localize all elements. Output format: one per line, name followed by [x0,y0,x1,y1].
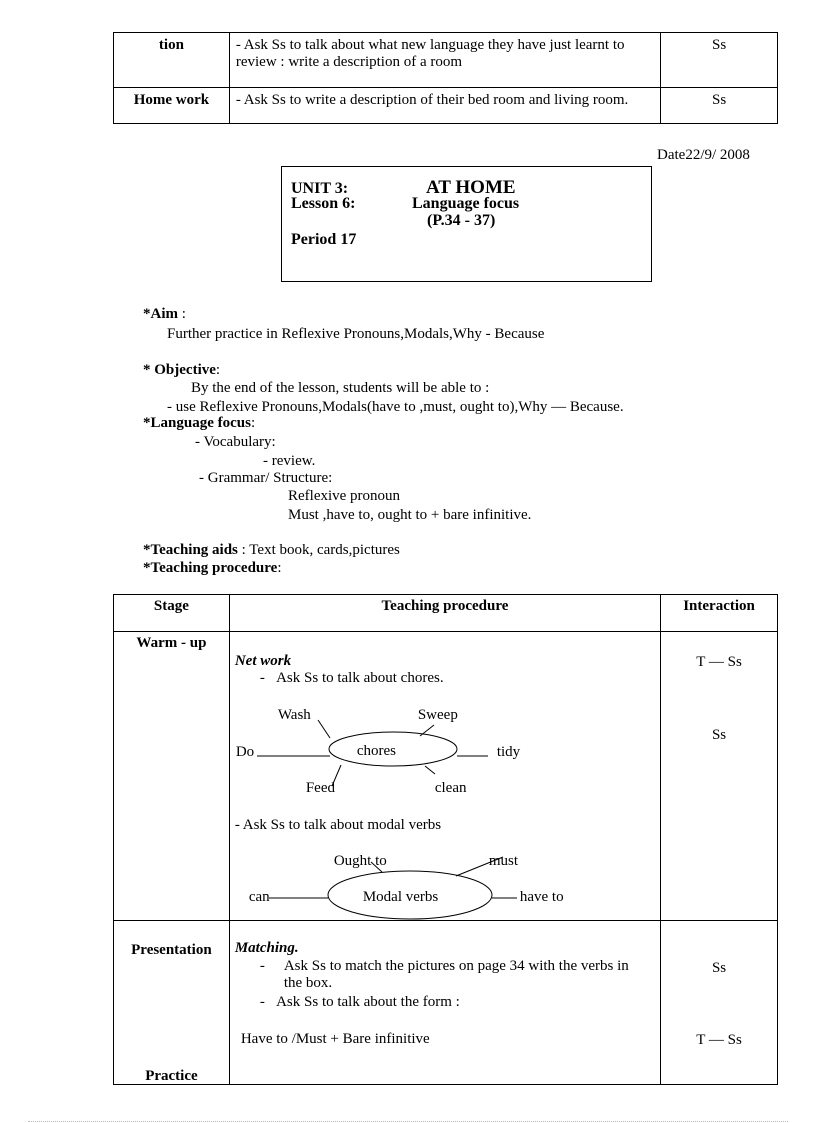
modal-verbs-diagram [230,842,660,922]
bullet-item [260,670,444,687]
diagram-word: Feed [305,780,336,796]
bullet-dash: - [259,994,277,1010]
diagram-word: clean [434,780,467,796]
procedure-text: - Ask Ss to talk about what new language they have just learnt to review : write a description of a room [235,37,625,70]
header-stage: Stage [153,598,189,614]
diagram-word: have to [519,889,564,905]
diagram-center-label: Modal verbs [362,889,439,905]
teaching-procedure-colon: : [277,560,282,576]
aim-label: *Aim [143,306,178,322]
lesson-title: Language focus [412,195,520,212]
unit-label: UNIT 3: [291,180,349,197]
connector-line [425,766,435,774]
diagram-word: tidy [496,744,521,760]
lesson-period: Period 17 [291,231,357,248]
bullet-text: Ask Ss to talk about chores. [276,670,444,686]
stage-label: Practice [145,1068,198,1083]
lesson-info-box [281,166,652,282]
diagram-center-label: chores [356,743,396,759]
table-cell [229,632,660,921]
header-procedure: Teaching procedure [381,598,509,614]
table-cell [114,632,230,921]
procedure-text: - Ask Ss to write a description of their bed room and living room. [235,92,629,108]
teaching-procedure-label: *Teaching procedure [143,560,278,576]
lesson-date: Date22/9/ 2008 [657,147,750,163]
unit-title: AT HOME [426,177,516,198]
interaction-text: Ss [711,37,727,53]
diagram-word: Do [235,744,255,760]
stage-label: Presentation [131,942,212,958]
bullet-dash: - [259,670,277,686]
activity-title: Net work [234,653,292,669]
bullet-dash: - [259,958,265,974]
interaction-text: T — Ss [696,654,742,670]
objective-heading [143,362,220,379]
language-focus-label: *Language focus [143,415,251,431]
stage-label: Home work [133,92,210,108]
vocab-item: - review. [263,453,316,469]
table-cell [114,921,230,1085]
table-cell [661,921,778,1085]
table-cell [114,88,230,124]
objective-line: By the end of the lesson, students will be able to : [191,380,490,396]
table-cell [661,632,778,921]
language-focus-colon: : [250,415,256,431]
teaching-aids-text: : Text book, cards,pictures [237,542,400,558]
table-cell [229,88,660,124]
diagram-word: must [488,853,519,869]
diagram-word: Sweep [417,707,458,723]
table-cell [229,921,660,1085]
teaching-procedure-heading [143,560,282,577]
lesson-pages: (P.34 - 37) [427,212,496,229]
language-focus-heading [143,415,255,432]
top-table [113,32,778,124]
teaching-aids [143,542,400,559]
form-formula: Have to /Must + Bare infinitive [240,1031,430,1047]
interaction-text: Ss [711,727,727,743]
stage-label: Warm - up [136,635,207,651]
procedure-table [113,594,778,1085]
bullet-text: Ask Ss to talk about the form : [276,994,460,1010]
connector-line [318,720,330,738]
interaction-text: T — Ss [696,1032,742,1048]
bullet-text: Ask Ss to match the pictures on page 34 with the verbs in the box. [283,958,629,991]
teaching-aids-label: *Teaching aids [143,542,238,558]
table-header-cell [114,595,230,632]
vocab-label: - Vocabulary: [195,434,276,450]
diagram-word: Wash [277,707,311,723]
aim-colon: : [178,306,186,322]
bullet-item [260,958,650,992]
aim-text: Further practice in Reflexive Pronouns,Modals,Why - Because [167,326,545,342]
table-cell [661,33,778,88]
table-cell [114,33,230,88]
stage-label: tion [158,37,184,53]
table-header-cell [661,595,778,632]
table-cell [661,88,778,124]
objective-label: * Objective [143,362,216,378]
objective-colon: : [215,362,221,378]
grammar-label: - Grammar/ Structure: [199,470,333,486]
page-bottom-divider [28,1121,788,1122]
aim-heading [143,306,186,323]
interaction-text: Ss [711,960,727,976]
table-cell [229,33,660,88]
lesson-label: Lesson 6: [291,195,356,212]
interaction-text: Ss [711,92,727,108]
diagram-word: Ought to [333,853,387,869]
header-interaction: Interaction [683,598,755,614]
table-header-cell [229,595,660,632]
bullet-item [260,994,460,1011]
grammar-item: Reflexive pronoun [288,488,401,504]
objective-line: - use Reflexive Pronouns,Modals(have to ,must, ought to),Why — Because. [167,399,624,415]
activity-title: Matching. [234,940,299,956]
grammar-item: Must ,have to, ought to + bare infinitive. [288,507,532,523]
activity-line: - Ask Ss to talk about modal verbs [234,817,442,833]
diagram-word: can [248,889,270,905]
